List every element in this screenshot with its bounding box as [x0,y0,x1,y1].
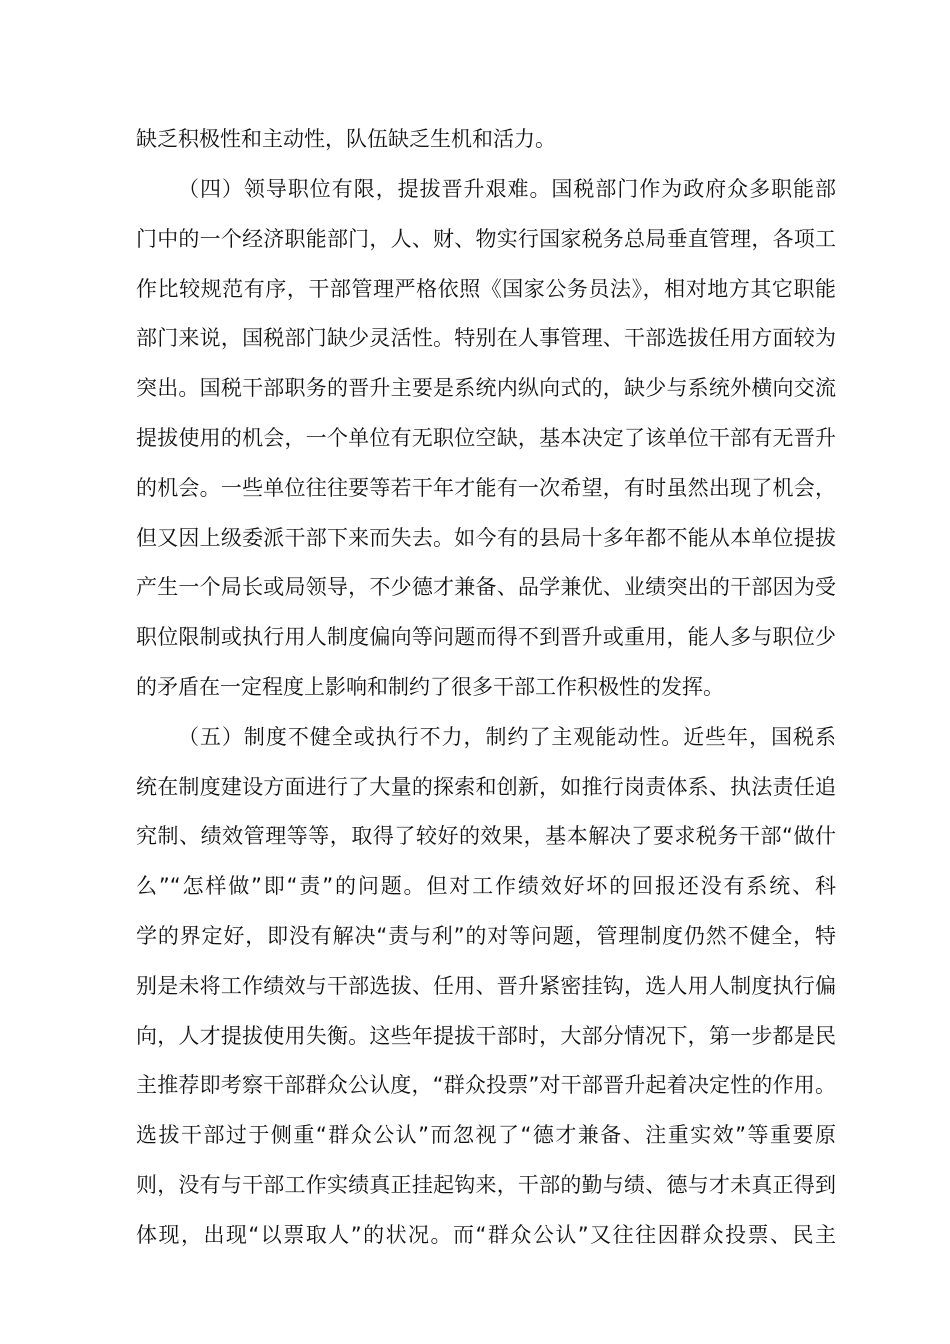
text-line: 提拔使用的机会，一个单位有无职位空缺，基本决定了该单位干部有无晋升 [136,426,836,450]
text-line: 但又因上级委派干部下来而失去。如今有的县局十多年都不能从本单位提拔 [136,526,836,550]
text-line: 主推荐即考察干部群众公认度，“群众投票”对干部晋升起着决定性的作用。 [136,1073,836,1097]
text-line: 作比较规范有序，干部管理严格依照《国家公务员法》，相对地方其它职能 [136,277,836,301]
text-line: 则，没有与干部工作实绩真正挂起钩来，干部的勤与绩、德与才未真正得到 [136,1173,836,1197]
text-line: 的矛盾在一定程度上影响和制约了很多干部工作积极性的发挥。 [136,675,724,699]
text-line: 部门来说，国税部门缺少灵活性。特别在人事管理、干部选拔任用方面较为 [136,326,836,350]
text-line: 向，人才提拔使用失衡。这些年提拔干部时，大部分情况下，第一步都是民 [136,1024,836,1048]
text-line: 突出。国税干部职务的晋升主要是系统内纵向式的，缺少与系统外横向交流 [136,376,836,400]
text-line: 体现，出现“以票取人”的状况。而“群众公认”又往往因群众投票、民主 [136,1223,836,1247]
section-four-heading-line: （四）领导职位有限，提拔晋升艰难。国税部门作为政府众多职能部 [178,177,836,201]
text-line: 的机会。一些单位往往要等若干年才能有一次希望，有时虽然出现了机会， [136,476,836,500]
text-line: 学的界定好，即没有解决“责与利”的对等问题，管理制度仍然不健全，特 [136,924,836,948]
text-line: 统在制度建设方面进行了大量的探索和创新，如推行岗责体系、执法责任追 [136,775,836,799]
text-line: 别是未将工作绩效与干部选拔、任用、晋升紧密挂钩，选人用人制度执行偏 [136,974,836,998]
text-line: 门中的一个经济职能部门，人、财、物实行国家税务总局垂直管理，各项工 [136,227,836,251]
text-line: 么”“怎样做”即“责”的问题。但对工作绩效好坏的回报还没有系统、科 [136,874,836,898]
text-line: 产生一个局长或局领导，不少德才兼备、品学兼优、业绩突出的干部因为受 [136,575,836,599]
text-line: 选拔干部过于侧重“群众公认”而忽视了“德才兼备、注重实效”等重要原 [136,1123,836,1147]
text-line: 究制、绩效管理等等，取得了较好的效果，基本解决了要求税务干部“做什 [136,824,836,848]
text-line: 职位限制或执行用人制度偏向等问题而得不到晋升或重用，能人多与职位少 [136,625,836,649]
text-line: 缺乏积极性和主动性，队伍缺乏生机和活力。 [136,127,556,151]
section-five-heading-line: （五）制度不健全或执行不力，制约了主观能动性。近些年，国税系 [178,725,836,749]
